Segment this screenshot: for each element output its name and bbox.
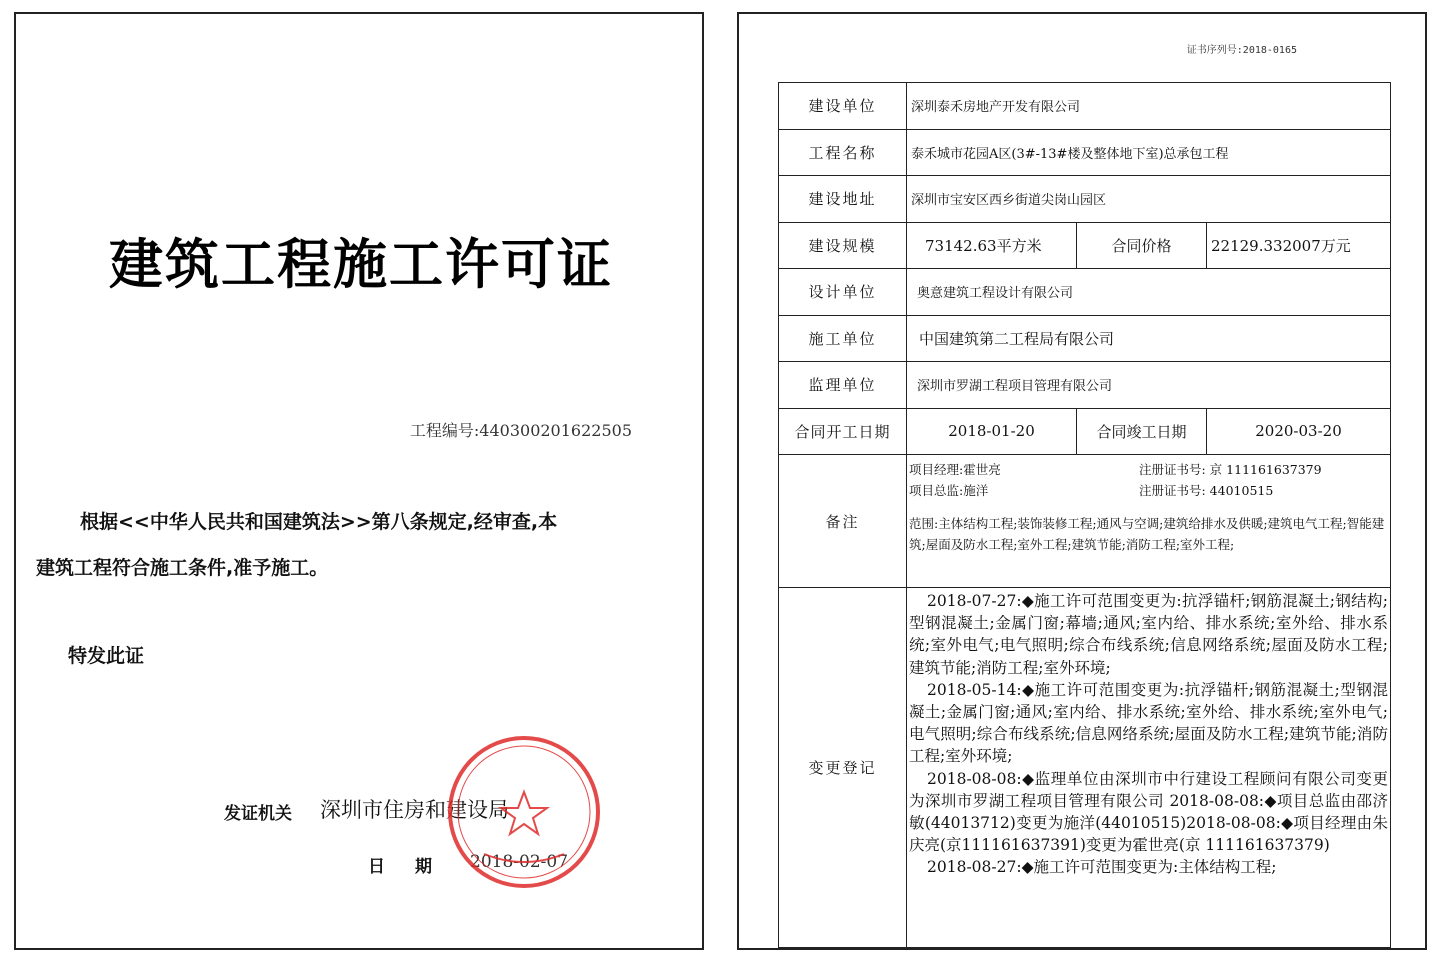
label-designer: 设计单位 [779, 269, 907, 315]
value-builder: 深圳泰禾房地产开发有限公司 [907, 83, 1391, 129]
change-log-content [907, 588, 1391, 947]
permit-left-page [14, 12, 704, 950]
value-scale: 73142.63平方米 [907, 223, 1077, 269]
permit-right-page [737, 12, 1427, 950]
issuer-label: 发证机关 [224, 804, 292, 824]
row-scale [779, 223, 1391, 270]
value-designer: 奥意建筑工程设计有限公司 [907, 269, 1391, 315]
label-change-log: 变更登记 [779, 588, 907, 947]
permit-paragraph-line-2: 建筑工程符合施工条件,准予施工。 [36, 557, 329, 579]
value-address: 深圳市宝安区西乡街道尖岗山园区 [907, 176, 1391, 222]
row-contract-dates [779, 409, 1391, 456]
permit-paragraph-line-1: 根据<<中华人民共和国建筑法>>第八条规定,经审查,本 [80, 511, 558, 533]
change-entry: 2018-08-27:◆施工许可范围变更为:主体结构工程; [927, 858, 1277, 877]
label-contract-price: 合同价格 [1077, 223, 1207, 269]
row-designer [779, 269, 1391, 316]
remarks-manager-line [909, 459, 1388, 480]
date-label: 日期 [368, 857, 462, 877]
issuer-value: 深圳市住房和建设局 [320, 798, 509, 822]
value-contract-price: 22129.332007万元 [1207, 223, 1391, 269]
change-entry: 2018-08-08:◆监理单位由深圳市中行建设工程顾问有限公司变更为深圳市罗湖工程项目管理有限公司 2018-08-08:◆项目总监由邵济敏(44013712)变更为施洋(44010515)2018-08-08:◆项目经理由朱庆亮(京111161637391)变更为霍世亮(京 111161637379) [909, 769, 1388, 855]
row-supervisor [779, 362, 1391, 409]
serial-number: 证书序列号:2018-0165 [1186, 45, 1297, 56]
row-builder [779, 83, 1391, 130]
label-end-date: 合同竣工日期 [1077, 409, 1207, 455]
label-builder: 建设单位 [779, 83, 907, 129]
issue-date: 2018-02-07 [470, 852, 569, 872]
remarks-director-line [909, 480, 1388, 501]
permit-details-table [778, 82, 1391, 948]
value-project-name: 泰禾城市花园A区(3#-13#楼及整体地下室)总承包工程 [907, 130, 1391, 176]
remarks-scope: 范围:主体结构工程;装饰装修工程;通风与空调;建筑给排水及供暖;建筑电气工程;智能建筑;屋面及防水工程;室外工程;建筑节能;消防工程;室外工程; [909, 516, 1385, 552]
remarks-director-cert: 注册证书号: 44010515 [1139, 483, 1274, 498]
label-supervisor: 监理单位 [779, 362, 907, 408]
value-end-date: 2020-03-20 [1207, 409, 1391, 455]
row-address [779, 176, 1391, 223]
remarks-director: 项目总监:施洋 [909, 483, 989, 498]
remarks-manager-cert: 注册证书号: 京 111161637379 [1139, 462, 1322, 477]
row-change-log [779, 588, 1391, 948]
row-remarks [779, 455, 1391, 588]
label-project-name: 工程名称 [779, 130, 907, 176]
remarks-manager: 项目经理:霍世亮 [909, 462, 1001, 477]
label-contractor: 施工单位 [779, 316, 907, 362]
label-start-date: 合同开工日期 [779, 409, 907, 455]
change-entry: 2018-05-14:◆施工许可范围变更为:抗浮锚杆;钢筋混凝土;型钢混凝土;金属门窗;通风;室内给、排水系统;室外给、排水系统;室外电气;电气照明;综合布线系统;信息网络系统;屋面及防水工程;建筑节能;消防工程;室外环境; [909, 680, 1388, 766]
row-project-name [779, 130, 1391, 177]
special-issue-text: 特发此证 [68, 645, 145, 667]
label-scale: 建设规模 [779, 223, 907, 269]
value-start-date: 2018-01-20 [907, 409, 1077, 455]
project-number: 工程编号:440300201622505 [409, 421, 632, 440]
permit-title: 建筑工程施工许可证 [109, 233, 613, 296]
value-supervisor: 深圳市罗湖工程项目管理有限公司 [907, 362, 1391, 408]
label-address: 建设地址 [779, 176, 907, 222]
change-entry: 2018-07-27:◆施工许可范围变更为:抗浮锚杆;钢筋混凝土;钢结构;型钢混凝土;金属门窗;幕墙;通风;室内给、排水系统;室外给、排水系统;室外电气;电气照明;综合布线系统;信息网络系统;屋面及防水工程;建筑节能;消防工程;室外环境; [909, 592, 1388, 677]
remarks-content [907, 455, 1391, 587]
official-seal-icon [444, 732, 604, 892]
value-contractor: 中国建筑第二工程局有限公司 [907, 316, 1391, 362]
label-remarks: 备注 [779, 455, 907, 587]
row-contractor [779, 316, 1391, 363]
